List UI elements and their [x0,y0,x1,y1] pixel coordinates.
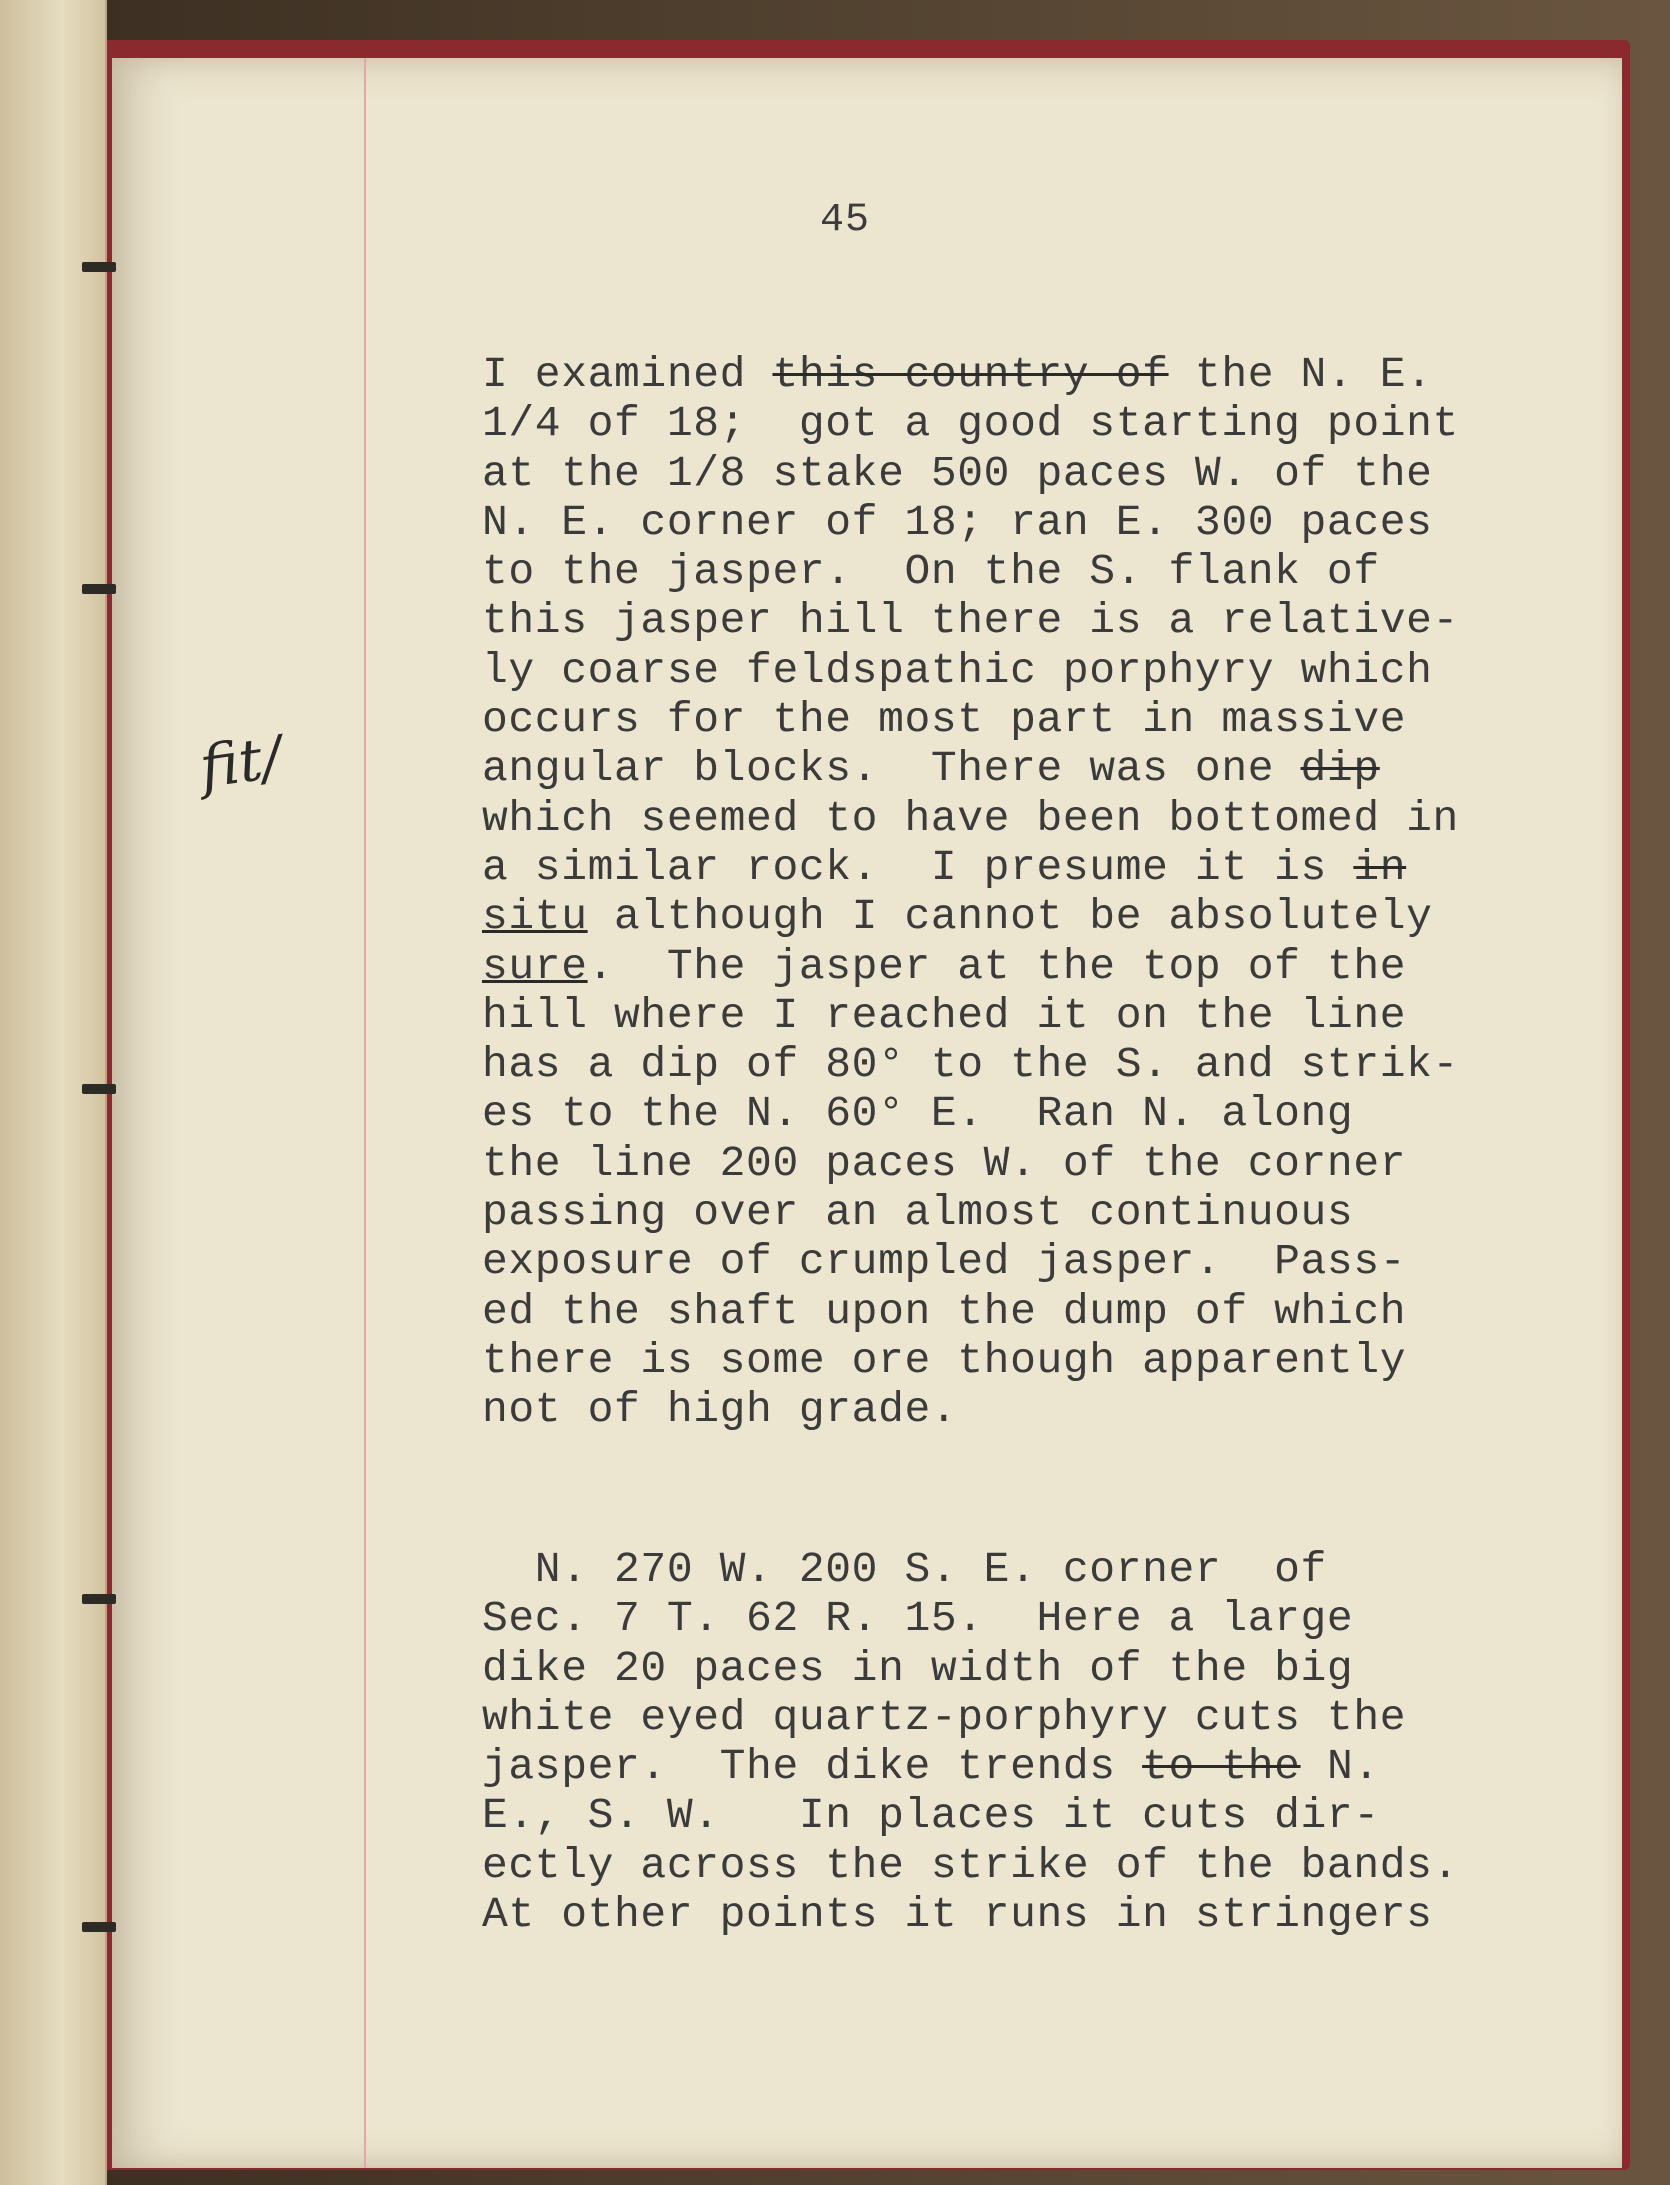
text-line [482,399,1459,448]
text-line [482,350,1459,399]
line-text: this jasper hill there is a relative- [482,596,1459,646]
line-text: N. E. corner of 18; ran E. 300 paces [482,497,1433,547]
line-text: At other points it runs in stringers [482,1890,1433,1940]
line-text: . The jasper at the top of the [587,941,1407,991]
line-text: E., S. W. In places it cuts dir- [482,1791,1380,1841]
line-text: although I cannot be absolutely [587,892,1433,942]
line-text: es to the N. 60° E. Ran N. along [482,1089,1354,1139]
text-line [482,1040,1459,1089]
text-line [482,794,1459,843]
line-text: N. 270 W. 200 S. E. corner of [482,1545,1327,1594]
text-line [482,1644,1459,1693]
text-line [482,1841,1459,1890]
line-text: jasper. The dike trends [482,1742,1143,1792]
text-line [482,1089,1459,1138]
line-text: has a dip of 80° to the S. and strik- [482,1040,1459,1090]
text-line [482,892,1459,941]
handwritten-margin-note: fit/ [195,722,286,802]
line-text: white eyed quartz-porphyry cuts the [482,1692,1407,1742]
text-line [482,596,1459,645]
margin-rule [364,58,366,2168]
line-text: not of high grade. [482,1385,958,1435]
line-text: Sec. 7 T. 62 R. 15. Here a large [482,1594,1354,1644]
text-line [482,1237,1459,1286]
line-text: ly coarse feldspathic porphyry which [482,645,1433,695]
text-line [482,547,1459,596]
binding-ring [82,584,116,594]
line-text: angular blocks. There was one [482,744,1301,794]
struck-text: in [1353,842,1407,892]
line-text: which seemed to have been bottomed in [482,793,1459,843]
paragraph-2 [482,1545,1459,1939]
text-line [482,1545,1459,1594]
text-line [482,1139,1459,1188]
text-line [482,942,1459,991]
text-line [482,1890,1459,1939]
line-text: hill where I reached it on the line [482,990,1407,1040]
line-text: dike 20 paces in width of the big [482,1643,1354,1693]
line-text: a similar rock. I presume it is [482,842,1354,892]
struck-text: this country of [772,350,1169,399]
binding-ring [82,1594,116,1604]
text-line [482,1188,1459,1237]
text-line [482,1336,1459,1385]
line-text: passing over an almost continuous [482,1188,1354,1238]
text-line [482,1791,1459,1840]
struck-text: dip [1300,744,1380,794]
line-text: ectly across the strike of the bands. [482,1840,1459,1890]
line-text: 1/4 of 18; got a good starting point [482,399,1459,449]
paragraph-1 [482,350,1459,1435]
text-line [482,991,1459,1040]
line-text: there is some ore though apparently [482,1335,1407,1385]
text-line [482,1287,1459,1336]
text-line [482,1385,1459,1434]
text-line [482,646,1459,695]
text-line [482,1594,1459,1643]
line-text: ed the shaft upon the dump of which [482,1286,1407,1336]
text-line [482,695,1459,744]
text-line [482,843,1459,892]
page-number: 45 [820,198,871,243]
underlined-text: situ [482,892,588,942]
binding-ring [82,262,116,272]
text-line [482,1693,1459,1742]
line-text: the N. E. [1168,350,1433,399]
line-text: to the jasper. On the S. flank of [482,547,1380,597]
text-line [482,1742,1459,1791]
binding-ring [82,1922,116,1932]
line-text: at the 1/8 stake 500 paces W. of the [482,448,1433,498]
line-text: I examined [482,350,773,399]
struck-text: to the [1142,1742,1301,1792]
text-line [482,449,1459,498]
binding-ring [82,1084,116,1094]
text-line [482,498,1459,547]
line-text: the line 200 paces W. of the corner [482,1138,1407,1188]
line-text: occurs for the most part in massive [482,695,1407,745]
line-text: N. [1300,1742,1380,1792]
line-text: exposure of crumpled jasper. Pass- [482,1237,1407,1287]
underlined-text: sure [482,941,588,991]
text-line [482,744,1459,793]
